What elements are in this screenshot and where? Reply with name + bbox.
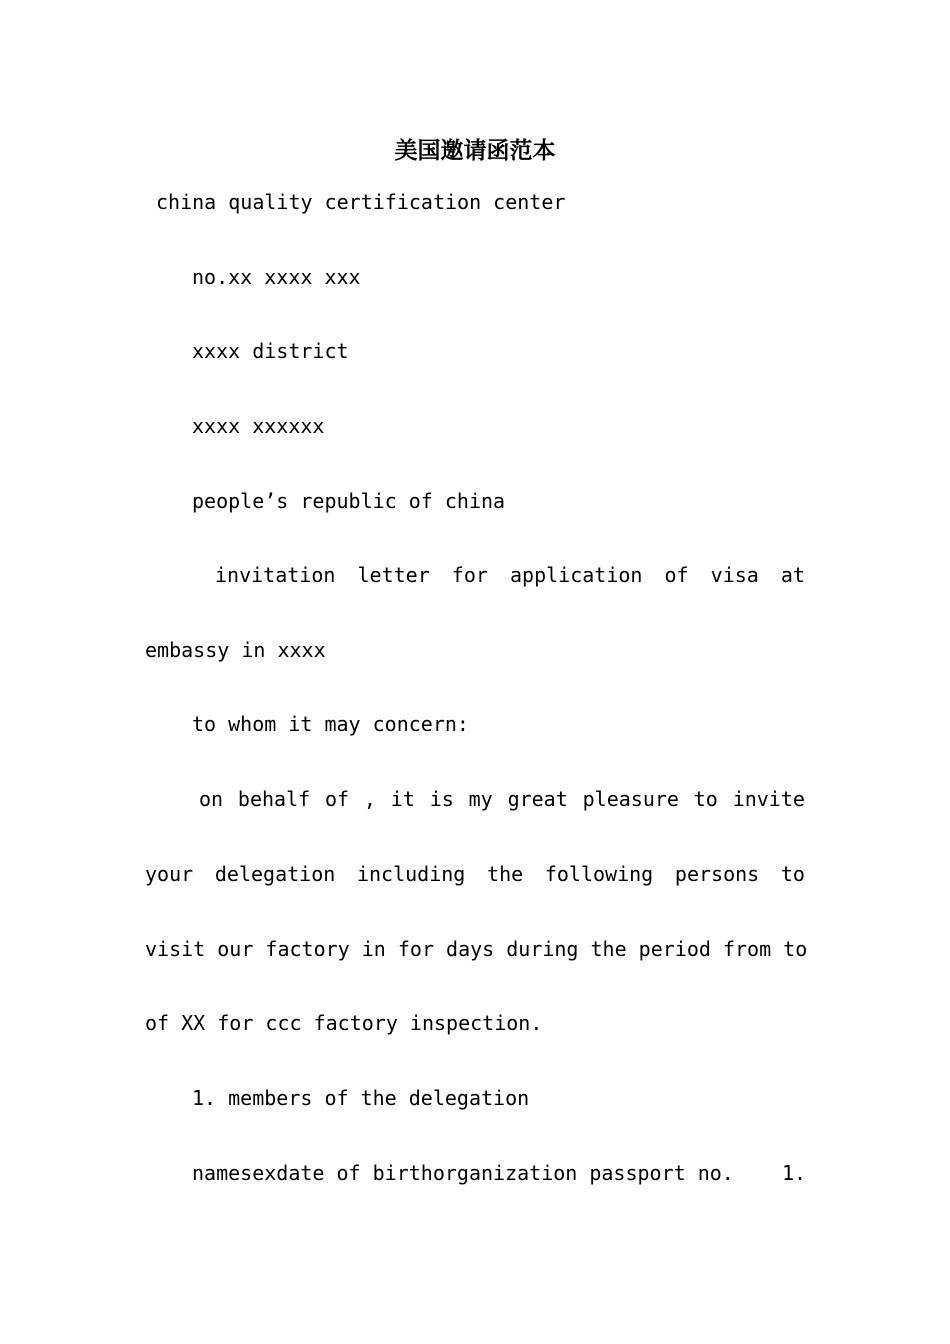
body-line-3: visit our factory in for days during the period from to bbox=[145, 937, 808, 961]
sender-organization: china quality certification center bbox=[156, 190, 566, 214]
body-word: invite bbox=[732, 787, 805, 811]
subject-word: invitation bbox=[215, 563, 336, 587]
table-row-number: 1. bbox=[782, 1161, 807, 1185]
body-word: is bbox=[429, 787, 454, 811]
subject-word: letter bbox=[357, 563, 430, 587]
body-word: delegation bbox=[214, 862, 336, 886]
subject-line-1 bbox=[215, 560, 805, 590]
subject-word: visa bbox=[710, 563, 759, 587]
subject-word: for bbox=[451, 563, 488, 587]
subject-line-2: embassy in xxxx bbox=[145, 638, 326, 662]
sender-address-line-1: no.xx xxxx xxx bbox=[192, 265, 361, 289]
subject-word: application bbox=[509, 563, 643, 587]
section-heading-members: 1. members of the delegation bbox=[192, 1086, 530, 1110]
body-line-2 bbox=[145, 859, 805, 889]
body-word: on bbox=[199, 787, 224, 811]
salutation: to whom it may concern: bbox=[192, 712, 469, 736]
body-word: following bbox=[544, 862, 654, 886]
table-header-columns: namesexdate of birthorganization passport no. bbox=[192, 1161, 734, 1185]
subject-word: of bbox=[664, 563, 689, 587]
body-word: persons bbox=[674, 862, 760, 886]
body-word: the bbox=[487, 862, 524, 886]
body-word: great bbox=[507, 787, 568, 811]
body-word: to bbox=[693, 787, 718, 811]
body-word: including bbox=[356, 862, 466, 886]
body-word: it bbox=[390, 787, 415, 811]
sender-country: people’s republic of china bbox=[192, 489, 506, 513]
body-word: behalf bbox=[237, 787, 311, 811]
body-word: your bbox=[145, 862, 194, 886]
body-word: , bbox=[363, 787, 376, 811]
body-line-1 bbox=[199, 784, 805, 814]
body-word: pleasure bbox=[582, 787, 679, 811]
body-word: of bbox=[325, 787, 350, 811]
body-word: to bbox=[780, 862, 805, 886]
sender-address-line-3: xxxx xxxxxx bbox=[192, 414, 325, 438]
body-word: my bbox=[468, 787, 493, 811]
document-title: 美国邀请函范本 bbox=[394, 137, 556, 164]
sender-address-line-2: xxxx district bbox=[192, 339, 349, 363]
subject-word: at bbox=[780, 563, 805, 587]
body-line-4: of XX for ccc factory inspection. bbox=[145, 1011, 543, 1035]
